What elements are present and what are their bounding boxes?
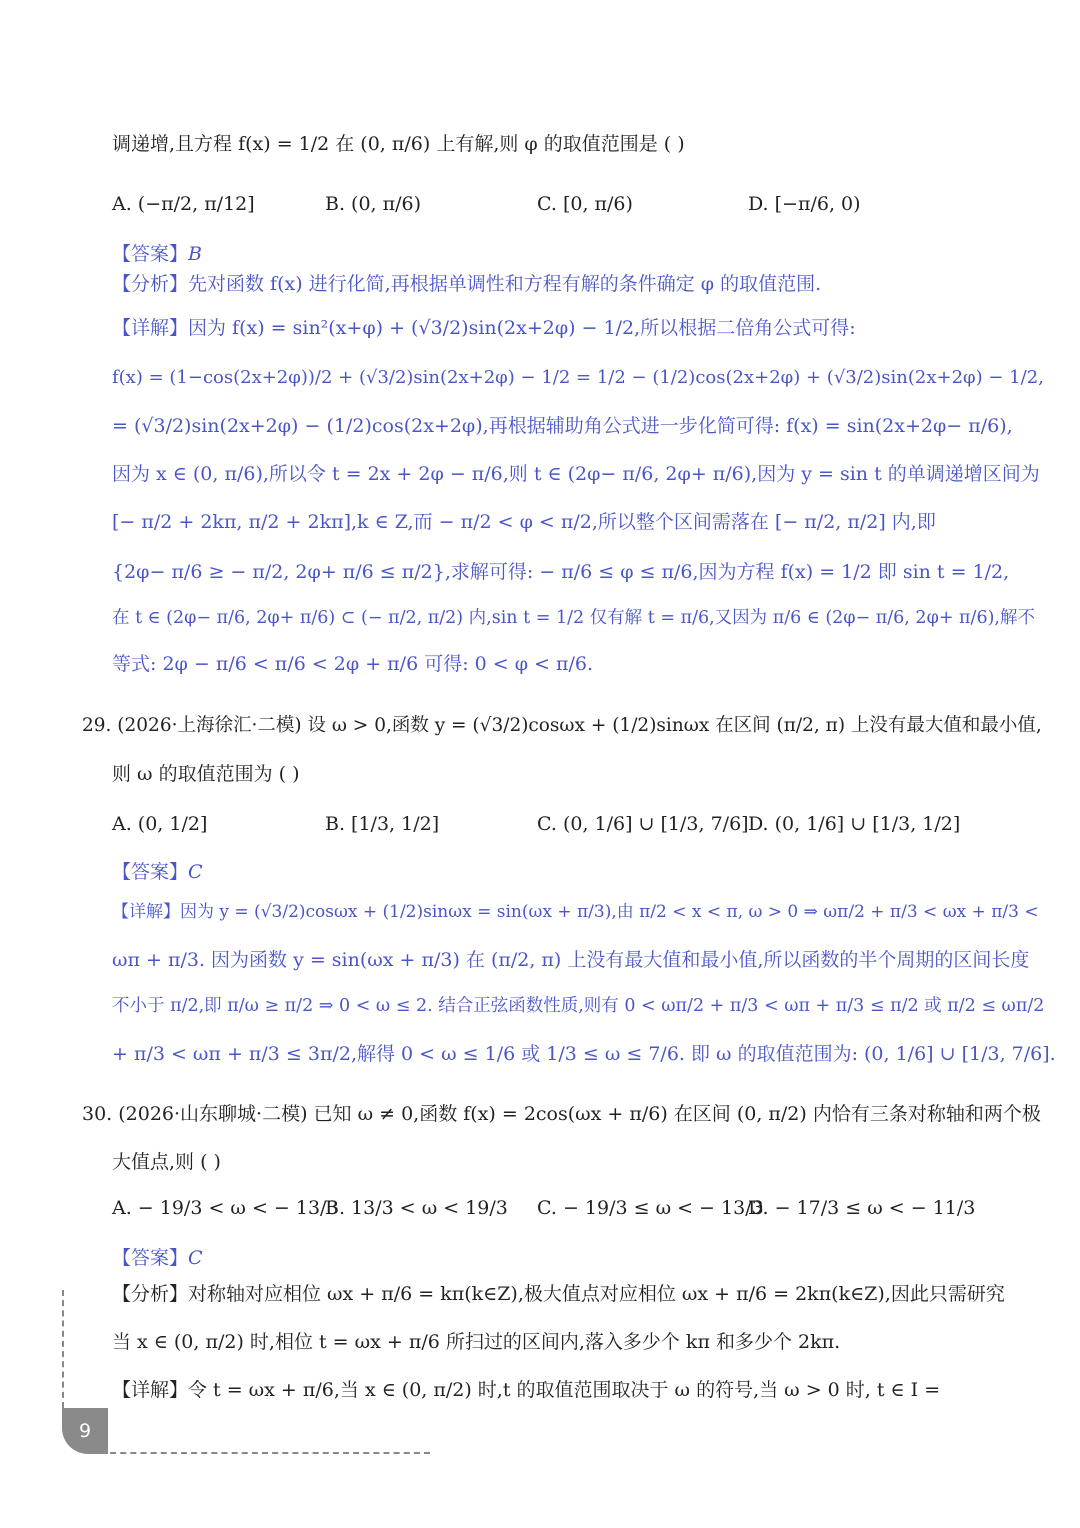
q28-option-a: A. (−π/2, π/12] [112,193,255,215]
page-number: 9 [78,1420,92,1442]
q28-stem-tail: 调递增,且方程 f(x) = 1/2 在 (0, π/6) 上有解,则 φ 的取值范围是 ( ) [112,133,685,155]
q28-detail-line-4: 因为 x ∈ (0, π/6),所以令 t = 2x + 2φ − π/6,则 t ∈ (2φ− π/6, 2φ+ π/6),因为 y = sin t 的单调递增区间为 [112,463,1040,485]
q30-option-b: B. 13/3 < ω < 19/3 [325,1197,508,1219]
q29-detail-line-1: 【详解】因为 y = (√3/2)cosωx + (1/2)sinωx = sin(ωx + π/3),由 π/2 < x < π, ω > 0 ⇒ ωπ/2 + π/3 < ωx + π/3 < [112,902,1039,922]
q28-detail-line-2: f(x) = (1−cos(2x+2φ))/2 + (√3/2)sin(2x+2φ) − 1/2 = 1/2 − (1/2)cos(2x+2φ) + (√3/2)sin(2x+2φ) − 1/2, [112,367,1044,388]
q28-option-c: C. [0, π/6) [537,193,633,215]
q28-detail-line-3: = (√3/2)sin(2x+2φ) − (1/2)cos(2x+2φ),再根据辅助角公式进一步化简可得: f(x) = sin(2x+2φ− π/6), [112,415,1013,437]
q28-detail-line-1: 【详解】因为 f(x) = sin²(x+φ) + (√3/2)sin(2x+2φ) − 1/2,所以根据二倍角公式可得: [112,317,856,339]
q29-option-d: D. (0, 1/6] ∪ [1/3, 1/2] [748,813,961,835]
q28-option-b: B. (0, π/6) [325,193,422,215]
page-corner-dashed-horizontal [100,1452,430,1454]
answer-value: C [188,1247,203,1269]
q28-analysis: 【分析】先对函数 f(x) 进行化简,再根据单调性和方程有解的条件确定 φ 的取值范围. [112,273,822,295]
q30-analysis-line-2: 当 x ∈ (0, π/2) 时,相位 t = ωx + π/6 所扫过的区间内,落入多少个 kπ 和多少个 2kπ. [112,1331,841,1353]
answer-tag: 【答案】 [112,243,189,265]
q28-answer-line [112,242,202,266]
q29-detail-line-4: + π/3 < ωπ + π/3 ≤ 3π/2,解得 0 < ω ≤ 1/6 或 1/3 ≤ ω ≤ 7/6. 即 ω 的取值范围为: (0, 1/6] ∪ [1/3, 7/6]. [112,1043,1056,1065]
q30-stem-line-2: 大值点,则 ( ) [112,1151,221,1173]
q29-answer-line [112,860,203,884]
q29-option-b: B. [1/3, 1/2] [325,813,440,835]
q30-option-a: A. − 19/3 < ω < − 13/3 [112,1197,339,1219]
page-number-tab [62,1408,108,1454]
q28-detail-line-7: 在 t ∈ (2φ− π/6, 2φ+ π/6) ⊂ (− π/2, π/2) 内,sin t = 1/2 仅有解 t = π/6,又因为 π/6 ∈ (2φ− π/6, 2φ+ π/6),解不 [112,608,1035,628]
q30-stem-line-1: 30. (2026·山东聊城·二模) 已知 ω ≠ 0,函数 f(x) = 2cos(ωx + π/6) 在区间 (0, π/2) 内恰有三条对称轴和两个极 [82,1103,1041,1125]
q29-detail-line-3: 不小于 π/2,即 π/ω ≥ π/2 ⇒ 0 < ω ≤ 2. 结合正弦函数性质,则有 0 < ωπ/2 + π/3 < ωπ + π/3 ≤ π/2 或 π/2 ≤ ωπ/2 [112,996,1045,1016]
q28-detail-line-8: 等式: 2φ − π/6 < π/6 < 2φ + π/6 可得: 0 < φ < π/6. [112,653,594,675]
q30-answer-line [112,1246,203,1270]
q30-detail-line-1: 【详解】令 t = ωx + π/6,当 x ∈ (0, π/2) 时,t 的取值范围取决于 ω 的符号,当 ω > 0 时, t ∈ I = [112,1379,941,1401]
answer-value: B [188,243,202,265]
q29-option-c: C. (0, 1/6] ∪ [1/3, 7/6] [537,813,749,835]
answer-tag: 【答案】 [112,1247,189,1269]
q29-stem-line-2: 则 ω 的取值范围为 ( ) [112,763,300,785]
q29-option-a: A. (0, 1/2] [112,813,208,835]
q30-option-c: C. − 19/3 ≤ ω < − 13/3 [537,1197,764,1219]
q28-detail-line-6: {2φ− π/6 ≥ − π/2, 2φ+ π/6 ≤ π/2},求解可得: − π/6 ≤ φ ≤ π/6,因为方程 f(x) = 1/2 即 sin t = 1/2, [112,561,1010,583]
answer-value: C [188,861,203,883]
q28-option-d: D. [−π/6, 0) [748,193,861,215]
answer-tag: 【答案】 [112,861,189,883]
q28-detail-line-5: [− π/2 + 2kπ, π/2 + 2kπ],k ∈ Z,而 − π/2 < φ < π/2,所以整个区间需落在 [− π/2, π/2] 内,即 [112,511,936,533]
q29-stem-line-1: 29. (2026·上海徐汇·二模) 设 ω > 0,函数 y = (√3/2)cosωx + (1/2)sinωx 在区间 (π/2, π) 上没有最大值和最小值, [82,715,1042,736]
page-corner-dashed-vertical [62,1290,64,1408]
q30-analysis-line-1: 【分析】对称轴对应相位 ωx + π/6 = kπ(k∈Z),极大值点对应相位 ωx + π/6 = 2kπ(k∈Z),因此只需研究 [112,1283,1005,1305]
q30-option-d: D. − 17/3 ≤ ω < − 11/3 [748,1197,976,1219]
q29-detail-line-2: ωπ + π/3. 因为函数 y = sin(ωx + π/3) 在 (π/2, π) 上没有最大值和最小值,所以函数的半个周期的区间长度 [112,949,1030,971]
